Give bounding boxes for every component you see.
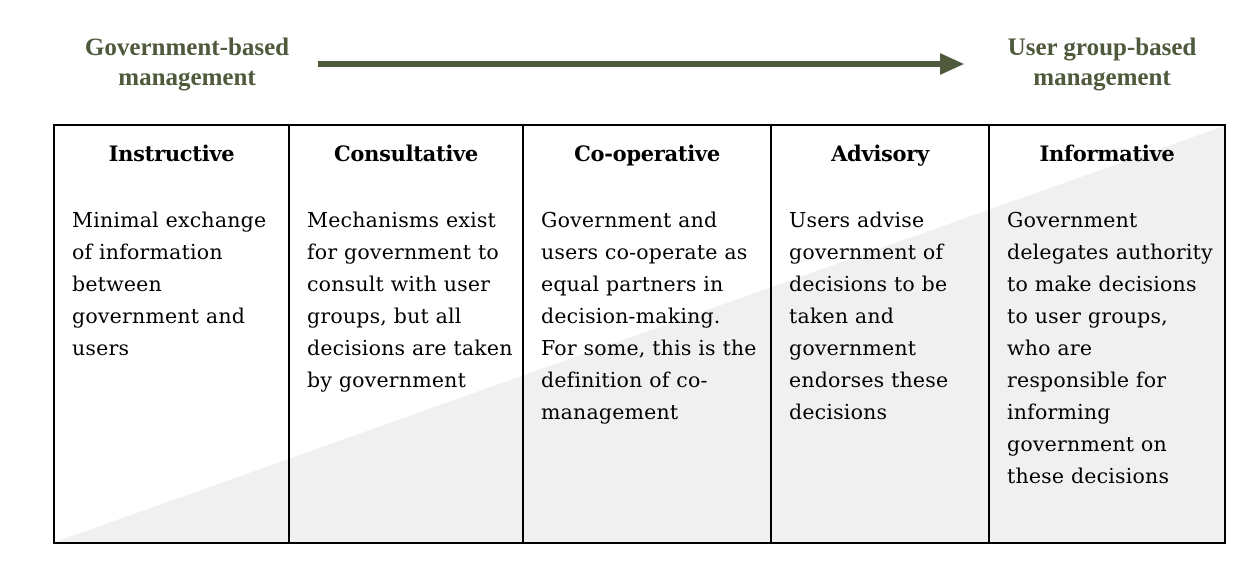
user-group-based-management-label: User group-based management <box>1007 34 1197 91</box>
arrow-head-icon <box>940 53 964 75</box>
co-management-spectrum-table <box>53 124 1226 544</box>
column-title: Informative <box>1039 141 1175 166</box>
column-description: Users advise government of decisions to be taken and government endorses these decisions <box>789 208 949 424</box>
column-instructive <box>55 126 288 542</box>
column-description: Minimal exchange of information between government and users <box>72 208 267 360</box>
column-co-operative <box>522 126 770 542</box>
column-advisory <box>770 126 988 542</box>
column-title: Instructive <box>108 141 235 166</box>
column-title: Advisory <box>831 141 929 166</box>
column-description: Mechanisms exist for government to consult with user groups, but all decisions are taken by government <box>307 208 513 392</box>
column-title: Co-operative <box>574 141 720 166</box>
column-consultative <box>288 126 522 542</box>
spectrum-arrow <box>316 48 966 80</box>
column-title: Consultative <box>333 141 478 166</box>
column-informative <box>988 126 1224 542</box>
government-based-management-label: Government-based management <box>84 34 290 91</box>
column-description: Government delegates authority to make decisions to user groups, who are responsible for informing government on these decisions <box>1007 208 1213 488</box>
column-description: Government and users co-operate as equal partners in decision-making. For some, this is the definition of co-management <box>541 208 757 424</box>
